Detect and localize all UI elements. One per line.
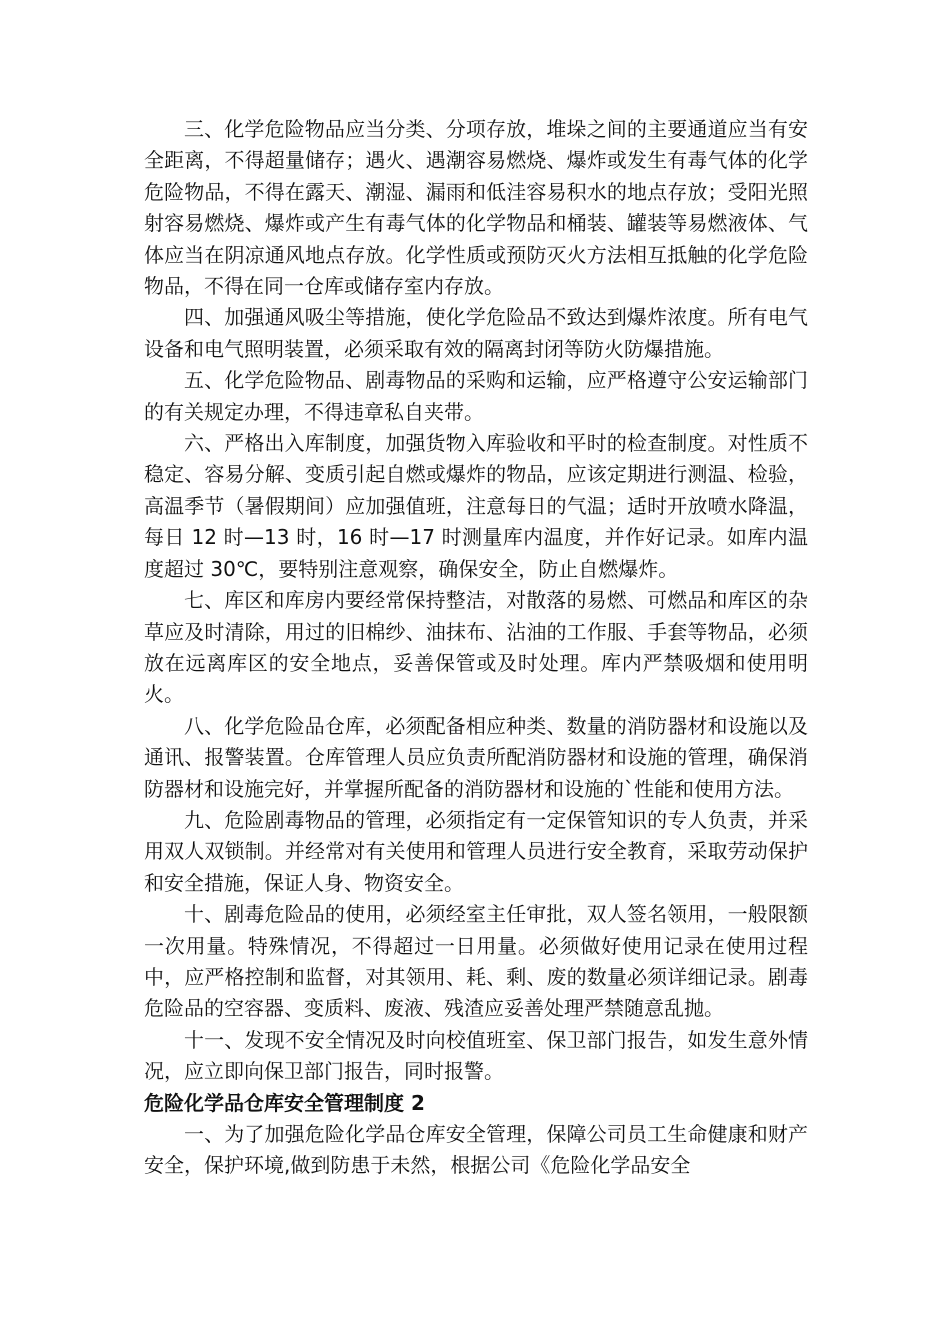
document-body [144, 114, 808, 1182]
paragraph-7: 七、库区和库房内要经常保持整洁，对散落的易燃、可燃品和库区的杂草应及时清除，用过的旧棉纱、油抹布、沾油的工作服、手套等物品，必须放在远离库区的安全地点，妥善保管或及时处理。库内严禁吸烟和使用明火。 [144, 588, 808, 707]
paragraph-3: 三、化学危险物品应当分类、分项存放，堆垛之间的主要通道应当有安全距离，不得超量储存；遇火、遇潮容易燃烧、爆炸或发生有毒气体的化学危险物品，不得在露天、潮湿、漏雨和低洼容易积水的地点存放；受阳光照射容易燃烧、爆炸或产生有毒气体的化学物品和桶装、罐装等易燃液体、气体应当在阴凉通风地点存放。化学性质或预防灭火方法相互抵触的化学危险物品，不得在同一仓库或储存室内存放。 [144, 117, 808, 299]
section-paragraph-1: 一、为了加强危险化学品仓库安全管理，保障公司员工生命健康和财产安全，保护环境,做到防患于未然，根据公司《危险化学品安全 [144, 1122, 808, 1178]
paragraph-6: 六、严格出入库制度，加强货物入库验收和平时的检查制度。对性质不稳定、容易分解、变质引起自燃或爆炸的物品，应该定期进行测温、检验，高温季节（暑假期间）应加强值班，注意每日的气温；适时开放喷水降温，每日 12 时—13 时，16 时—17 时测量库内温度，并作好记录。如库内温度超过 30℃，要特别注意观察，确保安全，防止自燃爆炸。 [144, 431, 808, 581]
paragraph-10: 十、剧毒危险品的使用，必须经室主任审批，双人签名领用，一般限额一次用量。特殊情况，不得超过一日用量。必须做好使用记录在使用过程中，应严格控制和监督，对其领用、耗、剩、废的数量必须详细记录。剧毒危险品的空容器、变质料、废液、残渣应妥善处理严禁随意乱抛。 [144, 902, 808, 1021]
paragraph-4: 四、加强通风吸尘等措施，使化学危险品不致达到爆炸浓度。所有电气设备和电气照明装置，必须采取有效的隔离封闭等防火防爆措施。 [144, 305, 808, 361]
paragraph-9: 九、危险剧毒物品的管理，必须指定有一定保管知识的专人负责，并采用双人双锁制。并经常对有关使用和管理人员进行安全教育，采取劳动保护和安全措施，保证人身、物资安全。 [144, 807, 808, 895]
paragraph-5: 五、化学危险物品、剧毒物品的采购和运输，应严格遵守公安运输部门的有关规定办理，不得违章私自夹带。 [144, 368, 808, 424]
section-heading: 危险化学品仓库安全管理制度 2 [144, 1090, 425, 1115]
paragraph-8: 八、化学危险品仓库，必须配备相应种类、数量的消防器材和设施以及通讯、报警装置。仓库管理人员应负责所配消防器材和设施的管理，确保消防器材和设施完好，并掌握所配备的消防器材和设施的`性能和使用方法。 [144, 713, 808, 801]
paragraph-11: 十一、发现不安全情况及时向校值班室、保卫部门报告，如发生意外情况，应立即向保卫部门报告，同时报警。 [144, 1027, 808, 1084]
